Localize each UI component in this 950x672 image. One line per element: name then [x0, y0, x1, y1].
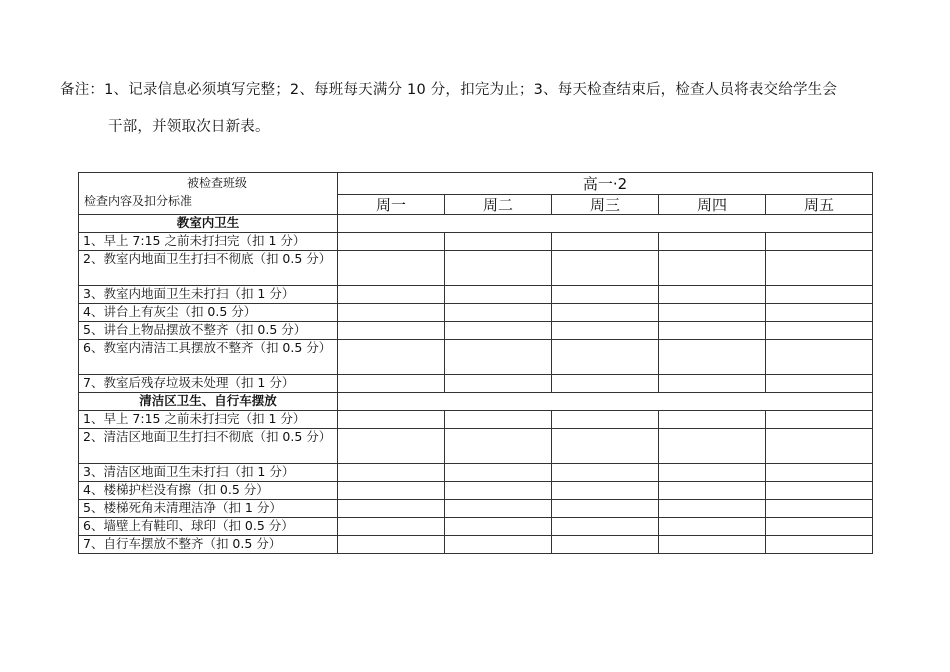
score-cell[interactable]: [445, 500, 552, 518]
score-cell[interactable]: [552, 251, 659, 286]
header-corner-cell: [79, 173, 338, 215]
score-cell[interactable]: [659, 233, 766, 251]
score-cell[interactable]: [338, 482, 445, 500]
remarks-line-1: 备注：1、记录信息必须填写完整；2、每班每天满分 10 分，扣完为止；3、每天检查结束后，检查人员将表交给学生会: [60, 82, 838, 98]
score-cell[interactable]: [659, 251, 766, 286]
criteria-cell: 1、早上 7:15 之前未打扫完（扣 1 分）: [79, 233, 338, 251]
score-cell[interactable]: [766, 518, 873, 536]
score-cell[interactable]: [445, 286, 552, 304]
table-row: [79, 304, 873, 322]
score-cell[interactable]: [766, 286, 873, 304]
criteria-cell: 2、清洁区地面卫生打扫不彻底（扣 0.5 分）: [79, 429, 338, 464]
class-name-header: 高一·2: [338, 173, 873, 195]
table-row: [79, 233, 873, 251]
score-cell[interactable]: [766, 340, 873, 375]
score-cell[interactable]: [766, 500, 873, 518]
table-row: [79, 340, 873, 375]
table-row: [79, 411, 873, 429]
score-cell[interactable]: [338, 340, 445, 375]
score-cell[interactable]: [552, 464, 659, 482]
score-cell[interactable]: [659, 322, 766, 340]
checked-class-label: 被检查班级: [187, 176, 248, 190]
table-row: [79, 464, 873, 482]
score-cell[interactable]: [445, 322, 552, 340]
table-row: [79, 482, 873, 500]
inspection-table: [78, 172, 873, 554]
criteria-cell: 4、讲台上有灰尘（扣 0.5 分）: [79, 304, 338, 322]
day-header-fri: 周五: [766, 195, 873, 215]
score-cell[interactable]: [338, 411, 445, 429]
remarks-line-2: 干部，并领取次日新表。: [108, 119, 270, 135]
score-cell[interactable]: [552, 518, 659, 536]
remarks-note: [60, 78, 900, 139]
score-cell[interactable]: [659, 304, 766, 322]
score-cell[interactable]: [445, 429, 552, 464]
score-cell[interactable]: [766, 304, 873, 322]
score-cell[interactable]: [552, 286, 659, 304]
score-cell[interactable]: [552, 233, 659, 251]
score-cell[interactable]: [659, 464, 766, 482]
score-cell[interactable]: [338, 251, 445, 286]
score-cell[interactable]: [445, 251, 552, 286]
score-cell[interactable]: [445, 536, 552, 554]
score-cell[interactable]: [338, 322, 445, 340]
score-cell[interactable]: [766, 375, 873, 393]
table-row: [79, 429, 873, 464]
score-cell[interactable]: [766, 233, 873, 251]
day-header-thu: 周四: [659, 195, 766, 215]
section-blank-cell: [338, 393, 873, 411]
score-cell[interactable]: [659, 536, 766, 554]
score-cell[interactable]: [338, 464, 445, 482]
score-cell[interactable]: [445, 411, 552, 429]
score-cell[interactable]: [552, 322, 659, 340]
score-cell[interactable]: [659, 375, 766, 393]
criteria-cell: 5、楼梯死角未清理洁净（扣 1 分）: [79, 500, 338, 518]
score-cell[interactable]: [766, 536, 873, 554]
score-cell[interactable]: [659, 429, 766, 464]
table-row: [79, 536, 873, 554]
table-row: [79, 322, 873, 340]
score-cell[interactable]: [552, 304, 659, 322]
table-row: [79, 286, 873, 304]
criteria-cell: 3、教室内地面卫生未打扫（扣 1 分）: [79, 286, 338, 304]
score-cell[interactable]: [766, 464, 873, 482]
score-cell[interactable]: [766, 411, 873, 429]
score-cell[interactable]: [338, 286, 445, 304]
table-row: [79, 251, 873, 286]
table-row: [79, 500, 873, 518]
score-cell[interactable]: [659, 286, 766, 304]
score-cell[interactable]: [338, 375, 445, 393]
table-row: [79, 518, 873, 536]
score-cell[interactable]: [552, 482, 659, 500]
criteria-cell: 7、自行车摆放不整齐（扣 0.5 分）: [79, 536, 338, 554]
criteria-cell: 4、楼梯护栏没有擦（扣 0.5 分）: [79, 482, 338, 500]
score-cell[interactable]: [445, 340, 552, 375]
score-cell[interactable]: [338, 304, 445, 322]
section-header-row: [79, 393, 873, 411]
table-row: [79, 375, 873, 393]
criteria-cell: 5、讲台上物品摆放不整齐（扣 0.5 分）: [79, 322, 338, 340]
score-cell[interactable]: [552, 340, 659, 375]
section-title: 清洁区卫生、自行车摆放: [79, 393, 338, 411]
section-header-row: [79, 215, 873, 233]
score-cell[interactable]: [659, 518, 766, 536]
criteria-cell: 2、教室内地面卫生打扫不彻底（扣 0.5 分）: [79, 251, 338, 286]
score-cell[interactable]: [445, 518, 552, 536]
criteria-cell: 6、教室内清洁工具摆放不整齐（扣 0.5 分）: [79, 340, 338, 375]
criteria-cell: 1、早上 7:15 之前未打扫完（扣 1 分）: [79, 411, 338, 429]
score-cell[interactable]: [552, 500, 659, 518]
score-cell[interactable]: [552, 536, 659, 554]
score-cell[interactable]: [338, 518, 445, 536]
score-cell[interactable]: [552, 375, 659, 393]
score-cell[interactable]: [338, 500, 445, 518]
score-cell[interactable]: [659, 482, 766, 500]
score-cell[interactable]: [766, 482, 873, 500]
score-cell[interactable]: [445, 375, 552, 393]
day-header-mon: 周一: [338, 195, 445, 215]
score-cell[interactable]: [552, 429, 659, 464]
score-cell[interactable]: [338, 536, 445, 554]
day-header-wed: 周三: [552, 195, 659, 215]
score-cell[interactable]: [445, 304, 552, 322]
items-criteria-label: 检查内容及扣分标准: [84, 194, 193, 208]
day-header-tue: 周二: [445, 195, 552, 215]
score-cell[interactable]: [445, 233, 552, 251]
criteria-cell: 3、清洁区地面卫生未打扫（扣 1 分）: [79, 464, 338, 482]
criteria-cell: 7、教室后残存垃圾未处理（扣 1 分）: [79, 375, 338, 393]
score-cell[interactable]: [766, 322, 873, 340]
score-cell[interactable]: [445, 464, 552, 482]
score-cell[interactable]: [338, 429, 445, 464]
score-cell[interactable]: [659, 500, 766, 518]
score-cell[interactable]: [338, 233, 445, 251]
score-cell[interactable]: [659, 411, 766, 429]
score-cell[interactable]: [766, 251, 873, 286]
score-cell[interactable]: [659, 340, 766, 375]
section-blank-cell: [338, 215, 873, 233]
score-cell[interactable]: [445, 482, 552, 500]
criteria-cell: 6、墙壁上有鞋印、球印（扣 0.5 分）: [79, 518, 338, 536]
score-cell[interactable]: [552, 411, 659, 429]
score-cell[interactable]: [766, 429, 873, 464]
section-title: 教室内卫生: [79, 215, 338, 233]
